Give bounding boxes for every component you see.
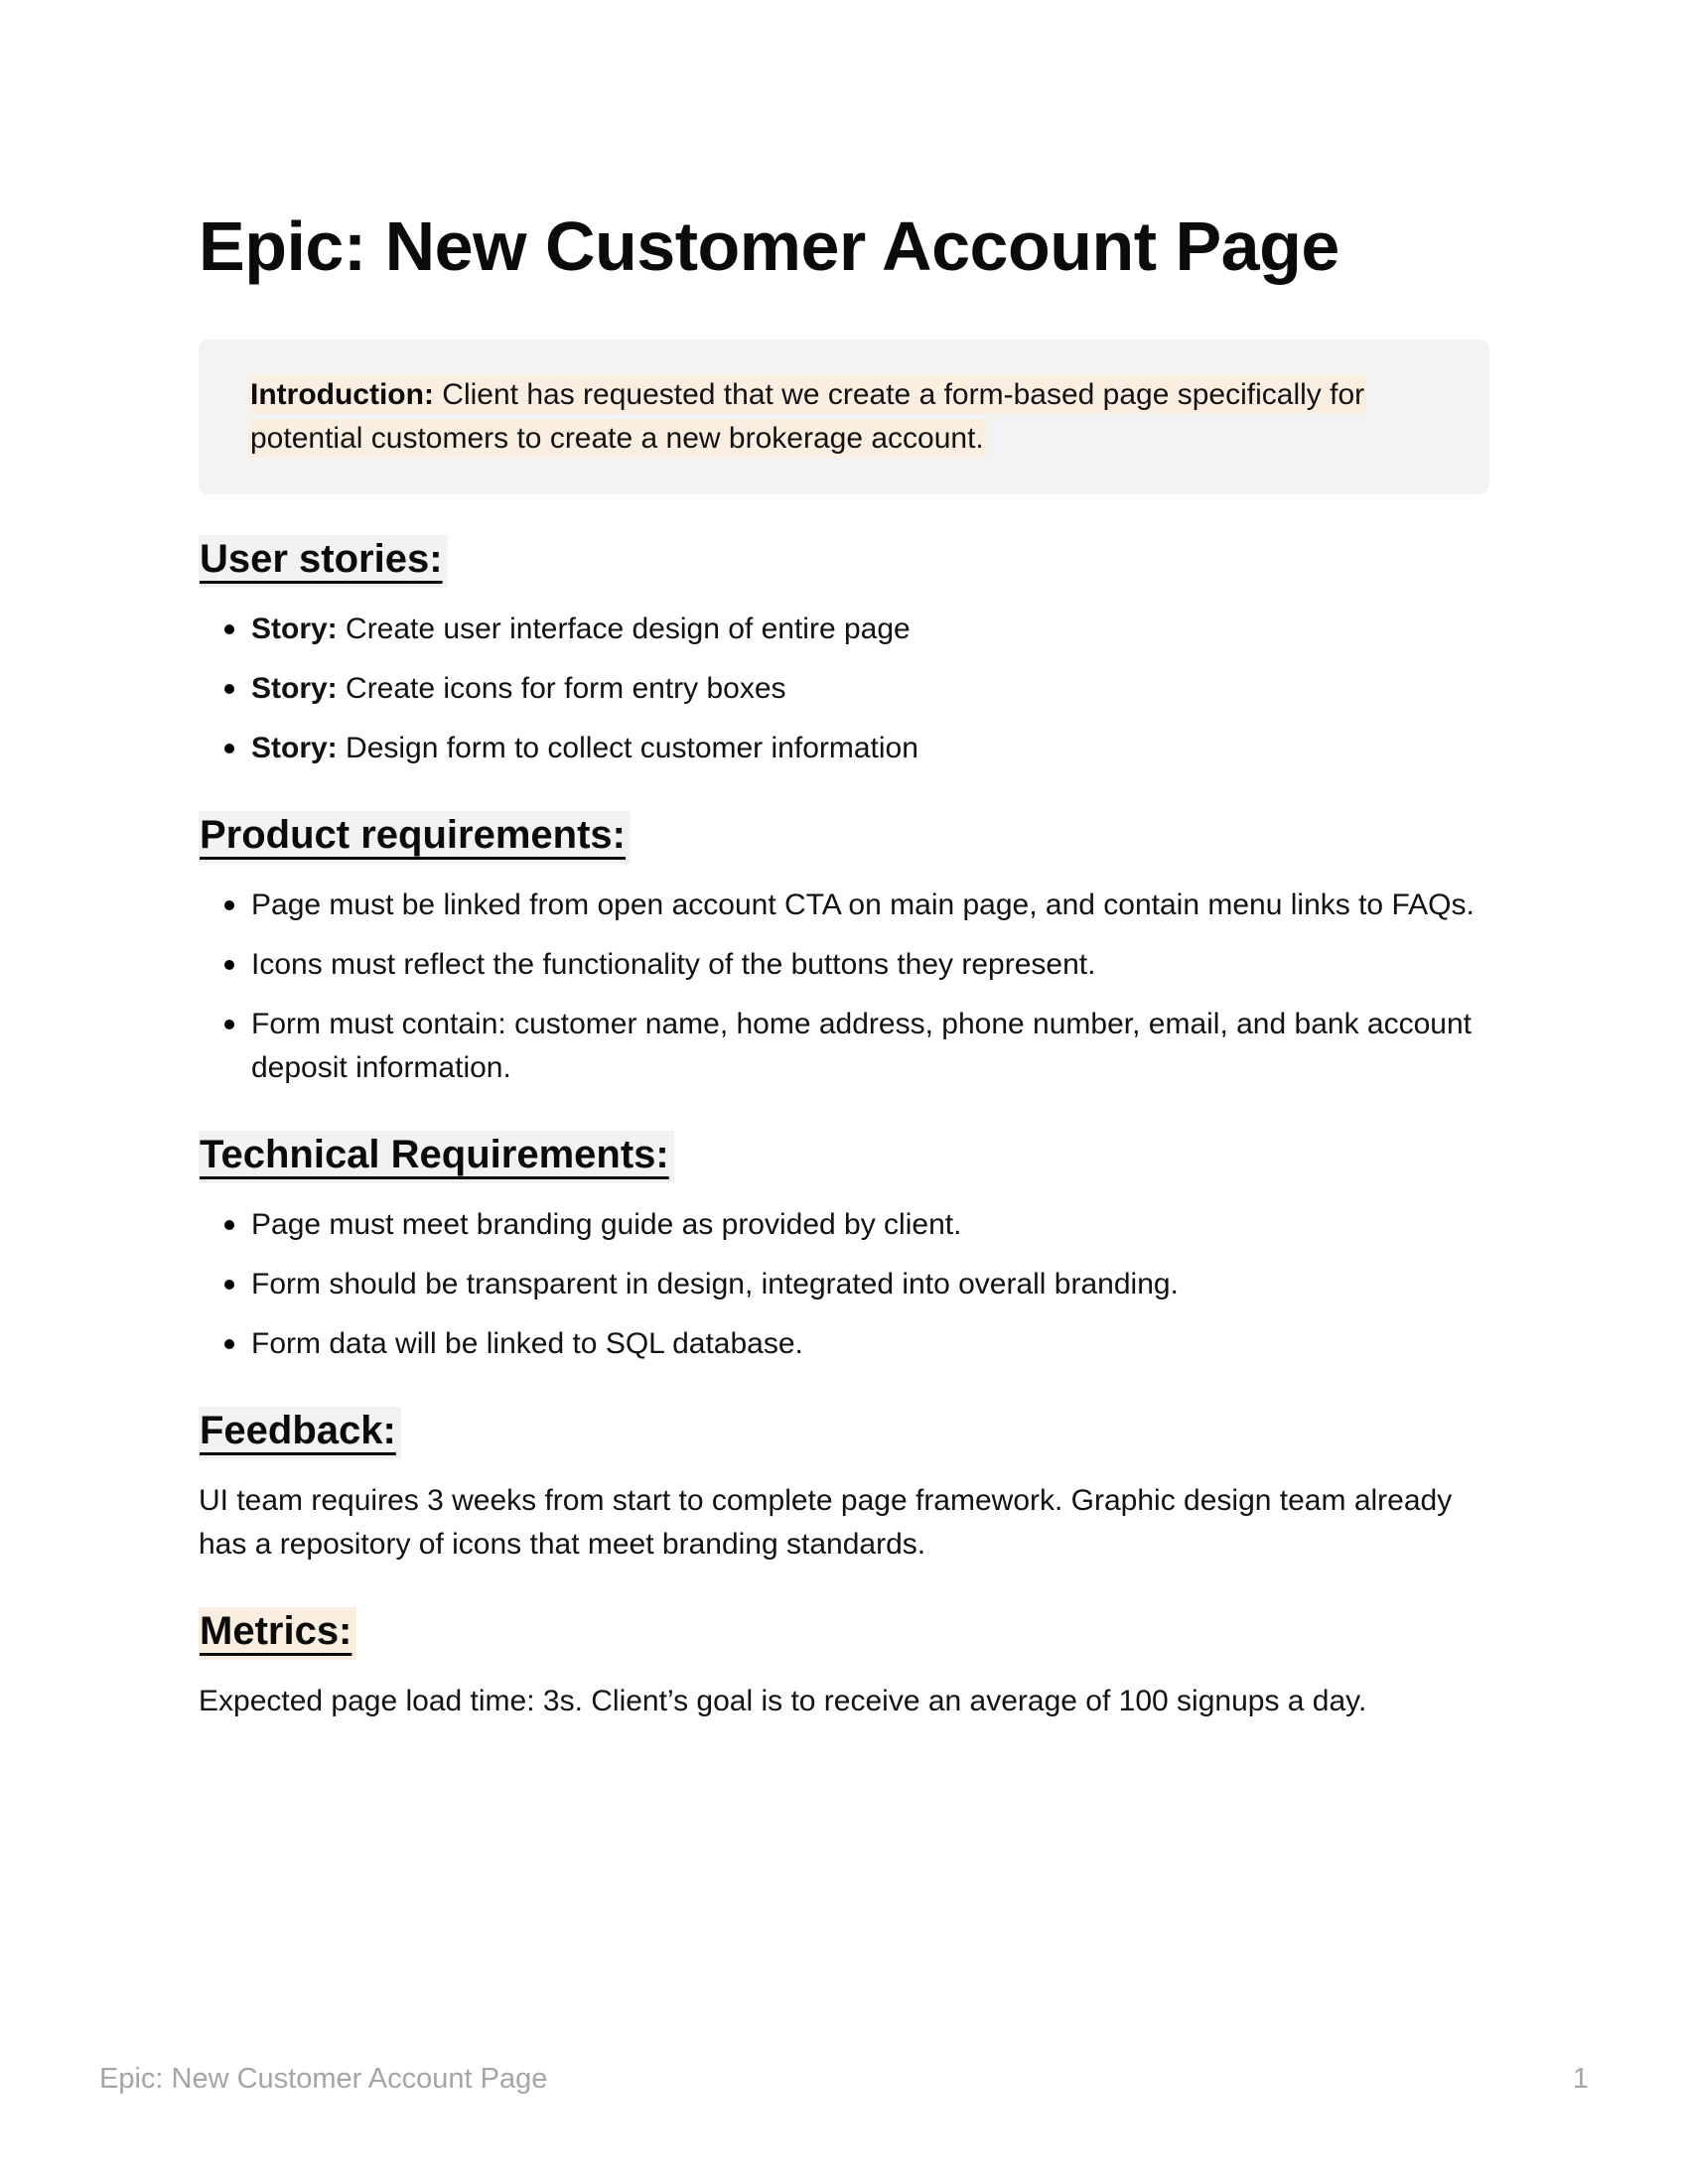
product-requirements-list [199, 884, 1489, 1090]
introduction-callout [199, 340, 1489, 494]
metrics-paragraph: Expected page load time: 3s. Client’s goal is to receive an average of 100 signups a day. [199, 1685, 1367, 1717]
list-item: Page must be linked from open account CTA on main page, and contain menu links to FAQs. [251, 884, 1489, 927]
list-item: Story: Create icons for form entry boxes [251, 667, 1489, 711]
feedback-paragraph: UI team requires 3 weeks from start to complete page framework. Graphic design team already has a repository of icons that meet branding standards. [199, 1484, 1453, 1561]
heading-metrics: Metrics: [199, 1606, 1489, 1656]
introduction-highlighted-text [248, 375, 1366, 458]
introduction-paragraph [248, 373, 1435, 461]
footer-document-title: Epic: New Customer Account Page [99, 2063, 548, 2095]
list-item: Form must contain: customer name, home address, phone number, email, and bank account deposit information. [251, 1003, 1489, 1090]
heading-feedback: Feedback: [199, 1406, 1489, 1455]
heading-user-stories: User stories: [199, 534, 1489, 584]
list-item: Story: Create user interface design of entire page [251, 608, 1489, 651]
list-item: Icons must reflect the functionality of the buttons they represent. [251, 943, 1489, 987]
technical-requirements-list [199, 1203, 1489, 1366]
user-stories-list [199, 608, 1489, 770]
story-label: Story: [251, 672, 338, 705]
heading-product-requirements: Product requirements: [199, 810, 1489, 860]
page-title: Epic: New Customer Account Page [199, 207, 1339, 285]
story-label: Story: [251, 613, 338, 645]
list-item: Story: Design form to collect customer information [251, 727, 1489, 770]
story-label: Story: [251, 732, 338, 764]
page-footer [99, 2063, 1589, 2096]
list-item: Form data will be linked to SQL database. [251, 1322, 1489, 1366]
introduction-label: Introduction: [250, 378, 434, 411]
footer-page-number: 1 [1572, 2063, 1589, 2095]
list-item: Page must meet branding guide as provided by client. [251, 1203, 1489, 1247]
list-item: Form should be transparent in design, integrated into overall branding. [251, 1263, 1489, 1306]
introduction-body: Client has requested that we create a form-based page specifically for potential customers to create a new brokerage account. [250, 378, 1365, 455]
heading-technical-requirements: Technical Requirements: [199, 1130, 1489, 1179]
